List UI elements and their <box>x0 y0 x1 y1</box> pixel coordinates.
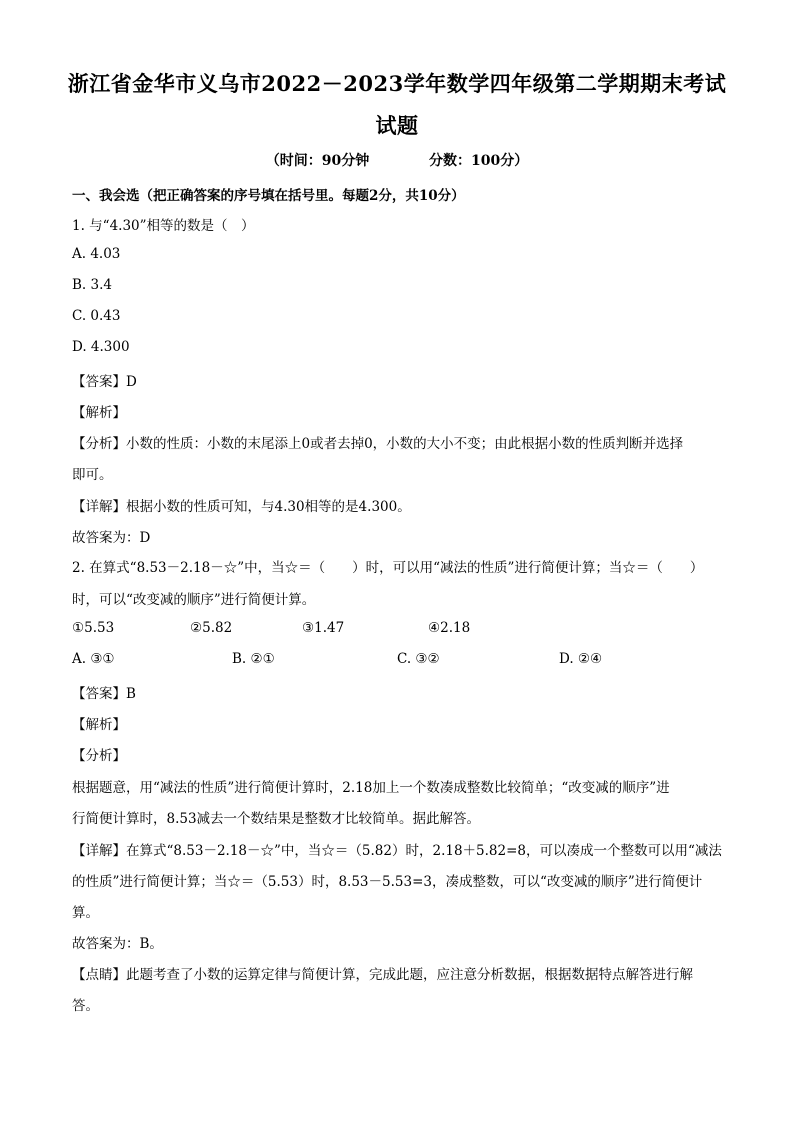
q1-stem: 1. 与“4.30”相等的数是（ ） <box>72 218 255 234</box>
q2-analysis-line2: 行简便计算时，8.53减去一个数结果是整数才比较简单。据此解答。 <box>72 811 481 827</box>
q1-option-c: C. 0.43 <box>72 308 121 324</box>
exam-score: 分数：100分） <box>429 153 529 169</box>
q2-analysis-label: 【分析】 <box>72 748 126 764</box>
q1-jiexi-label: 【解析】 <box>72 405 126 421</box>
q2-stem-line1: 2. 在算式“8.53－2.18－☆”中，当☆＝（ ）时，可以用“减法的性质”进行简便计算；当☆＝（ ） <box>72 560 704 576</box>
q2-detail-line1: 【详解】在算式“8.53－2.18－☆”中，当☆＝（5.82）时，2.18＋5.82=8，可以凑成一个整数可以用“减法 <box>72 843 722 859</box>
q2-detail-line2: 的性质”进行简便计算；当☆＝（5.53）时，8.53－5.53=3，凑成整数，可以“改变减的顺序”进行简便计 <box>72 874 703 890</box>
q1-option-d: D. 4.300 <box>72 339 130 355</box>
q2-choice-4: ④2.18 <box>428 620 471 636</box>
q2-option-a: A. ③① <box>72 651 115 667</box>
q2-option-b: B. ②① <box>232 651 275 667</box>
q1-option-b: B. 3.4 <box>72 277 112 293</box>
doc-title-line2: 试题 <box>375 113 419 138</box>
q1-answer: 【答案】D <box>72 374 137 390</box>
doc-title-line1: 浙江省金华市义乌市2022－2023学年数学四年级第二学期期末考试 <box>67 71 727 96</box>
q1-option-a: A. 4.03 <box>72 246 121 262</box>
q2-stem-line2: 时，可以“改变减的顺序”进行简便计算。 <box>72 592 316 608</box>
q1-conclusion: 故答案为：D <box>72 530 151 546</box>
q2-answer: 【答案】B <box>72 686 136 702</box>
q2-option-c: C. ③② <box>397 651 440 667</box>
q2-option-d: D. ②④ <box>559 651 603 667</box>
q2-conclusion: 故答案为：B。 <box>72 936 163 952</box>
q2-detail-line3: 算。 <box>72 905 99 921</box>
q2-choice-2: ②5.82 <box>190 620 233 636</box>
q1-analysis-line1: 【分析】小数的性质：小数的末尾添上0或者去掉0，小数的大小不变；由此根据小数的性质判断并选择 <box>72 436 684 452</box>
q2-choice-1: ①5.53 <box>72 620 115 636</box>
exam-time: （时间：90分钟 <box>265 153 370 169</box>
q1-detail: 【详解】根据小数的性质可知，与4.30相等的是4.300。 <box>72 499 411 515</box>
q2-choice-3: ③1.47 <box>302 620 345 636</box>
exam-info <box>0 150 794 170</box>
q1-analysis-line2: 即可。 <box>72 467 113 483</box>
section-heading: 一、我会选（把正确答案的序号填在括号里。每题2分，共10分） <box>72 188 465 204</box>
q2-jiexi-label: 【解析】 <box>72 717 126 733</box>
q2-analysis-line1: 根据题意，用“减法的性质”进行简便计算时，2.18加上一个数凑成整数比较简单；“改变减的顺序”进 <box>72 780 670 796</box>
q2-comment-line1: 【点睛】此题考查了小数的运算定律与简便计算，完成此题，应注意分析数据，根据数据特点解答进行解 <box>72 967 693 983</box>
q2-comment-line2: 答。 <box>72 998 99 1014</box>
